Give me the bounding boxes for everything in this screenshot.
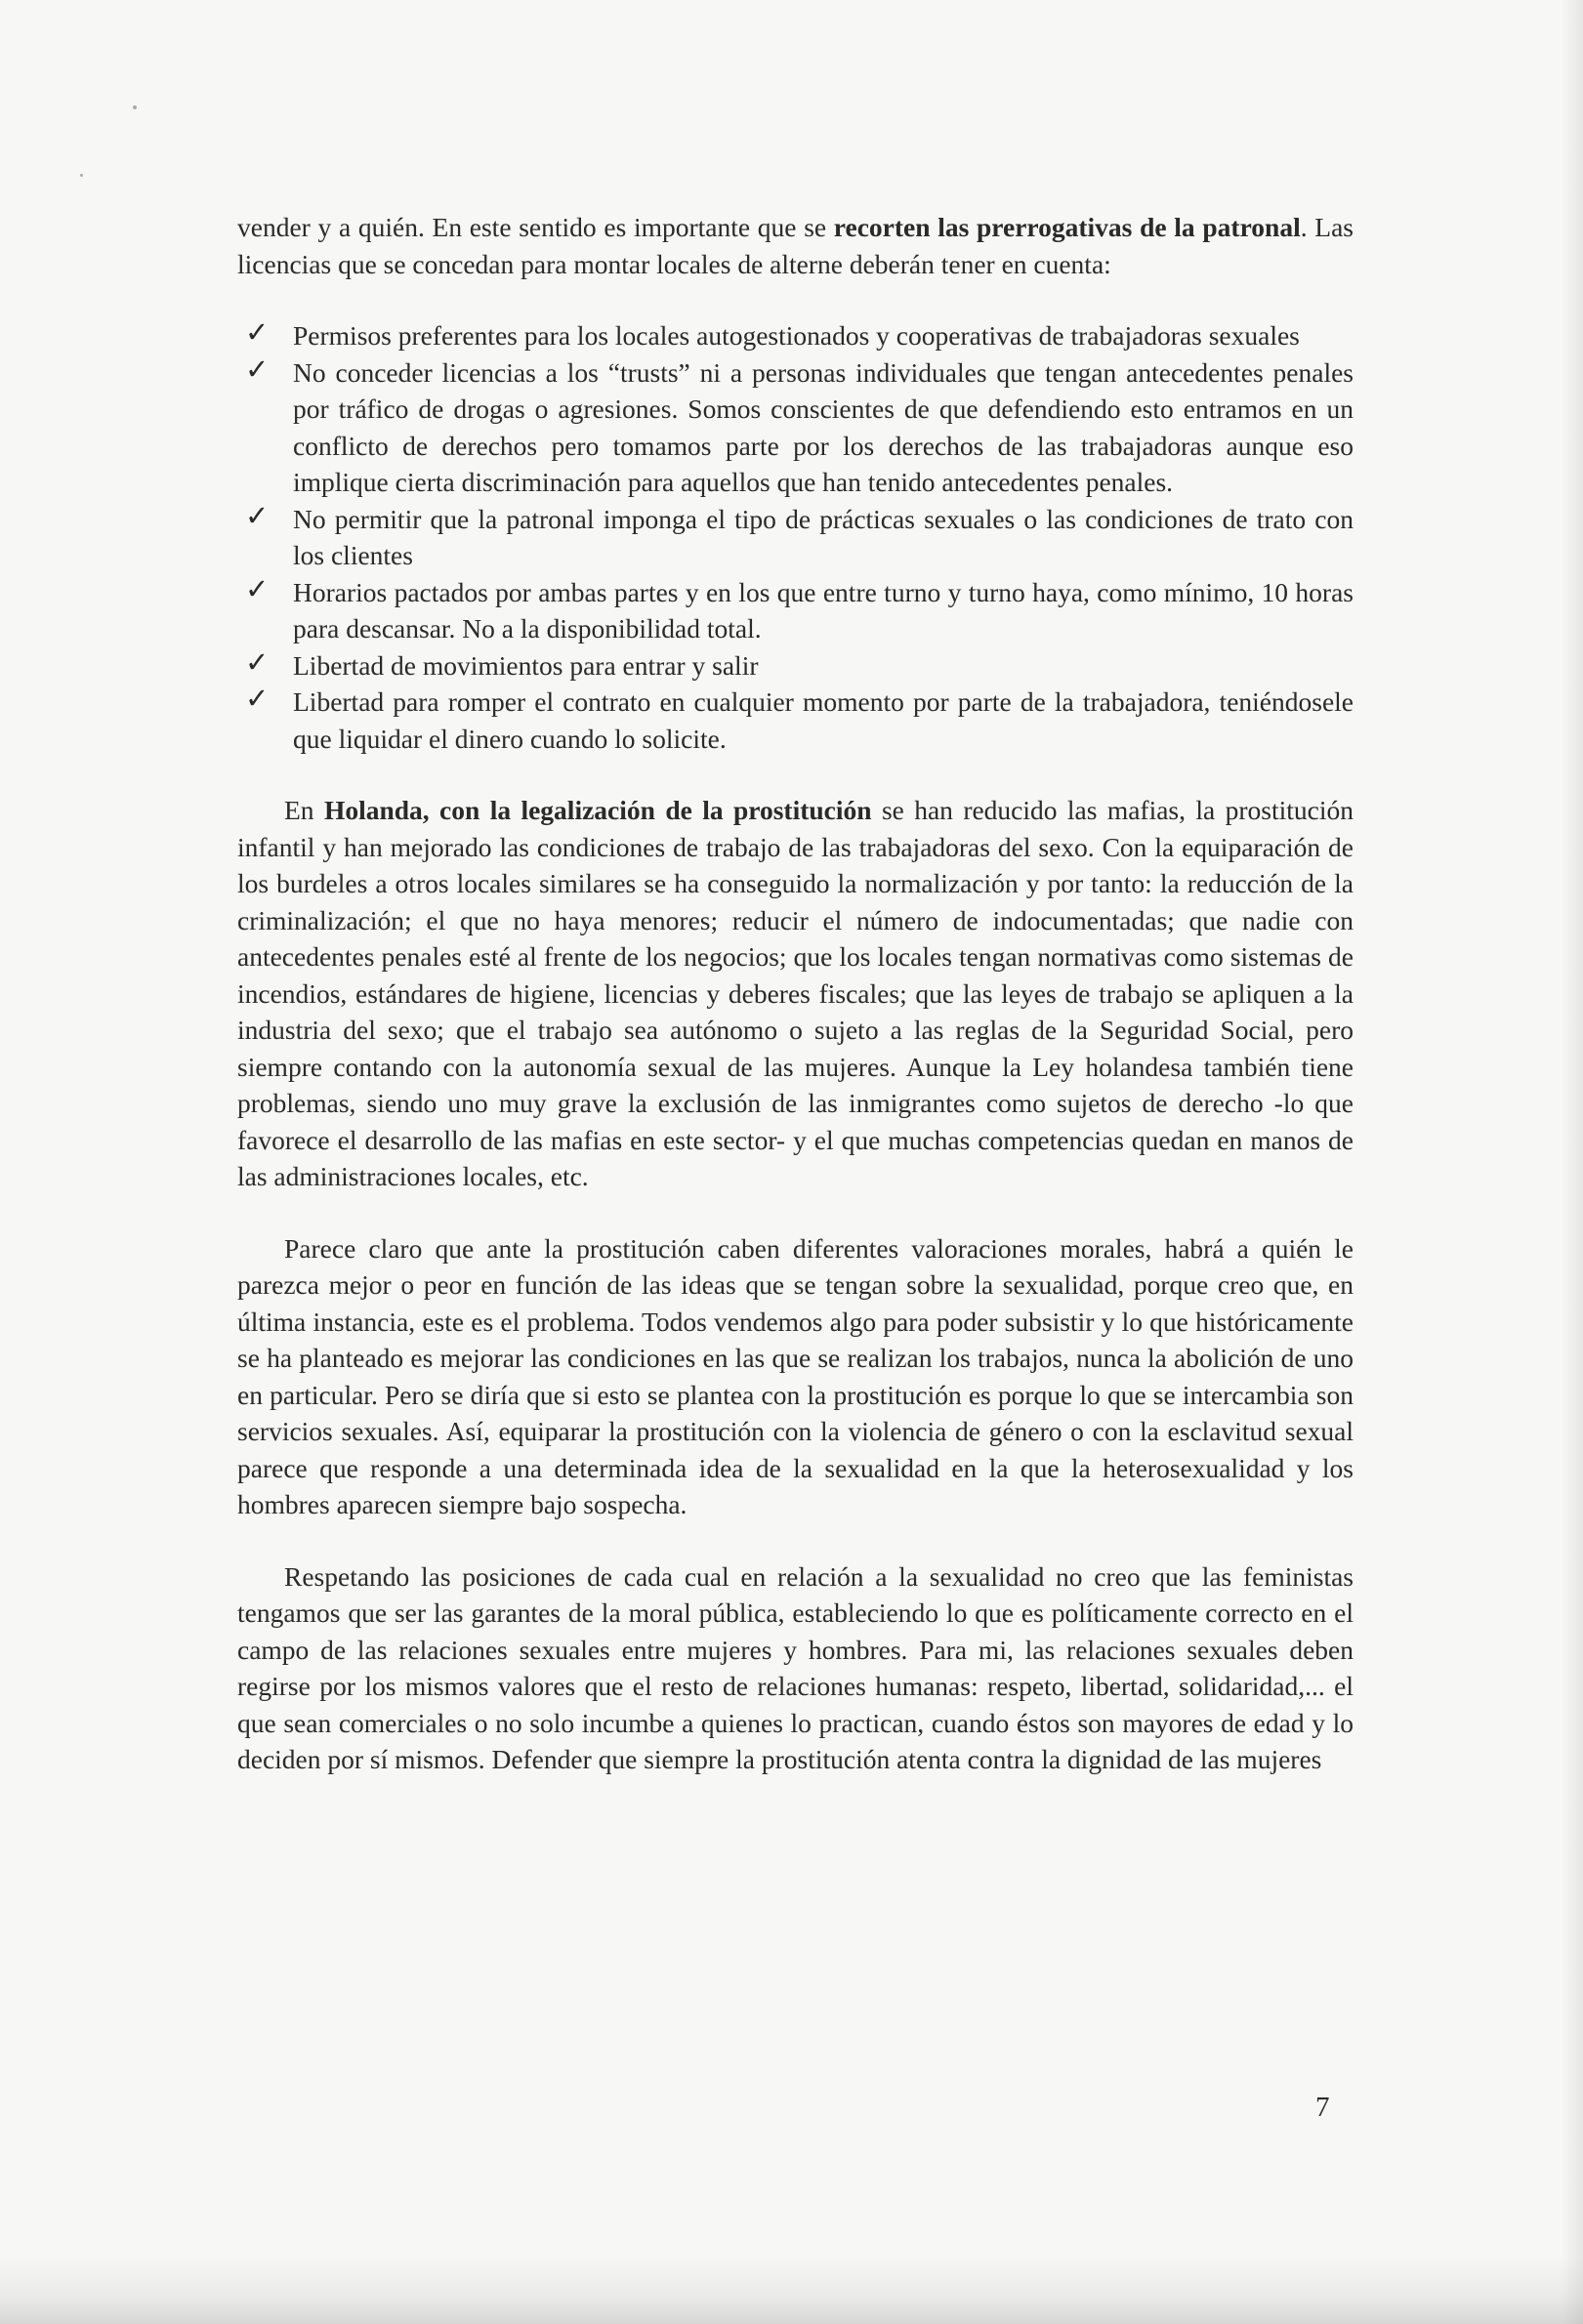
intro-text: vender y a quién. En este sentido es importante que se [237,212,834,242]
holanda-text: En [284,795,324,825]
license-conditions-list [237,317,1354,757]
list-item [237,684,1354,757]
holanda-bold-text: Holanda, con la legalización de la prostitución [323,795,872,825]
list-item [237,647,1354,685]
scan-speck [80,174,83,177]
intro-paragraph [237,209,1354,282]
scan-shadow-right [1562,0,1583,2324]
checkmark-icon: ✓ [245,353,270,386]
checkmark-icon: ✓ [245,684,270,715]
page-number: 7 [1315,2092,1330,2123]
holanda-paragraph [237,792,1354,1195]
body-text [237,209,1354,1778]
list-item-text: Permisos preferentes para los locales autogestionados y cooperativas de trabajadoras sexuales [293,320,1300,351]
intro-bold-text: recorten las prerrogativas de la patronal [833,212,1301,242]
list-item-text: No conceder licencias a los “trusts” ni a personas individuales que tengan antecedentes penales por tráfico de drogas o agresiones. Somos conscientes de que defendiendo esto entramos en un conflicto de derechos pero tomamos parte por los derechos de las trabajadoras aunque eso implique cierta discriminación para aquellos que han tenido antecedentes penales. [293,356,1354,497]
valoraciones-paragraph: Parece claro que ante la prostitución caben diferentes valoraciones morales, habrá a quién le parezca mejor o peor en función de las ideas que se tengan sobre la sexualidad, porque creo que, en última instancia, este es el problema. Todos vendemos algo para poder subsistir y lo que históricamente se ha planteado es mejorar las condiciones en las que se realizan los trabajos, nunca la abolición de uno en particular. Pero se diría que si esto se plantea con la prostitución es porque lo que se intercambia son servicios sexuales. Así, equiparar la prostitución con la violencia de género o con la esclavitud sexual parece que responde a una determinada idea de la sexualidad en la que la heterosexualidad y los hombres aparecen siempre bajo sospecha. [237,1232,1354,1519]
list-item-text: Libertad para romper el contrato en cualquier momento por parte de la trabajadora, teniéndosele que liquidar el dinero cuando lo solicite. [293,686,1354,754]
checkmark-icon: ✓ [245,500,270,532]
list-item [237,574,1354,647]
list-item-text: No permitir que la patronal imponga el tipo de prácticas sexuales o las condiciones de trato con los clientes [293,503,1354,570]
respetando-paragraph: Respetando las posiciones de cada cual en relación a la sexualidad no creo que las feministas tengamos que ser las garantes de la moral pública, estableciendo lo que es políticamente correcto en el campo de las relaciones sexuales entre mujeres y hombres. Para mi, las relaciones sexuales deben regirse por los mismos valores que el resto de relaciones humanas: respeto, libertad, solidaridad,... el que sean comerciales o no solo incumbe a quienes lo practican, cuando éstos son mayores de edad y lo deciden por sí mismos. Defender que siempre la prostitución atenta contra la dignidad de las mujeres [237,1560,1354,1774]
scan-speck [133,105,137,109]
list-item [237,354,1354,501]
checkmark-icon: ✓ [245,573,270,605]
intro-text-cont: . Las licencias que se concedan para montar locales de alterne deberán tener en cuenta: [237,212,1354,279]
list-item-text: Horarios pactados por ambas partes y en los que entre turno y turno haya, como mínimo, 10 horas para descansar. No a la disponibilidad total. [293,576,1354,643]
checkmark-icon: ✓ [245,317,270,349]
checkmark-icon: ✓ [245,646,270,679]
list-item-text: Libertad de movimientos para entrar y salir [293,649,759,681]
list-item [237,317,1354,354]
scan-shadow-bottom [0,2256,1583,2324]
list-item [237,501,1354,574]
holanda-text-cont: se han reducido las mafias, la prostitución infantil y han mejorado las condiciones de trabajo de las trabajadoras del sexo. Con la equiparación de los burdeles a otros locales similares se ha conseguido la normalización y por tanto: la reducción de la criminalización; el que no haya menores; reducir el número de indocumentadas; que nadie con antecedentes penales esté al frente de los negocios; que los locales tengan normativas como sistemas de incendios, estándares de higiene, licencias y deberes fiscales; que las leyes de trabajo se apliquen a la industria del sexo; que el trabajo sea autónomo o sujeto a las reglas de la Seguridad Social, pero siempre contando con la autonomía sexual de las mujeres. Aunque la Ley holandesa también tiene problemas, siendo uno muy grave la exclusión de las inmigrantes como sujetos de derecho -lo que favorece el desarrollo de las mafias en este sector- y el que muchas competencias quedan en manos de las administraciones locales, etc. [237,795,1354,1191]
